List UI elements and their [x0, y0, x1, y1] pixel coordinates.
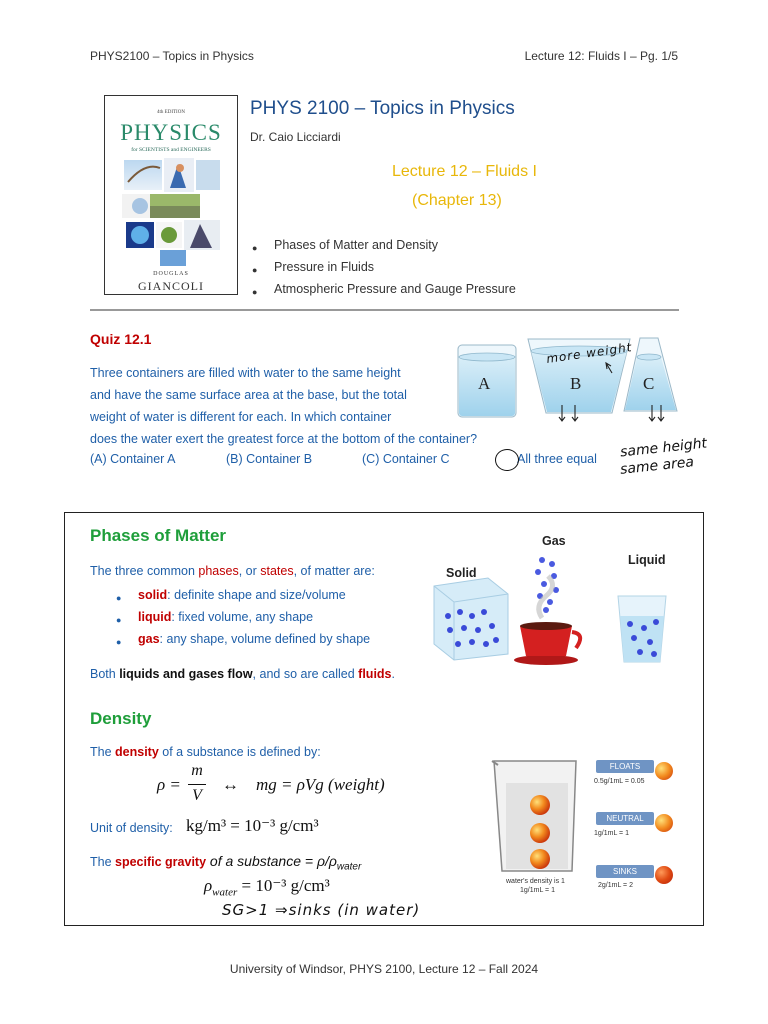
- phase-term: gas: [138, 632, 160, 646]
- floats-ratio: 0.5g/1mL = 0.05: [594, 778, 645, 785]
- book-cover: [104, 95, 238, 295]
- book-author-last: GIANCOLI: [138, 279, 204, 293]
- course-instructor: Dr. Caio Licciardi: [250, 130, 341, 144]
- quiz-option-d-label: All three equal: [517, 452, 597, 466]
- sinks-ratio: 2g/1mL = 2: [598, 882, 633, 889]
- phase-desc: : definite shape and size/volume: [167, 588, 346, 602]
- fluids-sentence: [90, 667, 395, 681]
- topic-item: ● Atmospheric Pressure and Gauge Pressure: [252, 278, 516, 300]
- sg-term: specific gravity: [115, 855, 207, 869]
- fluids-term: fluids: [358, 667, 392, 681]
- floats-ball: [655, 762, 673, 780]
- book-title: PHYSICS: [120, 120, 222, 145]
- neutral-badge: NEUTRAL: [596, 812, 654, 825]
- phase-desc: : fixed volume, any shape: [171, 610, 314, 624]
- quiz-option-a: (A) Container A: [90, 452, 176, 466]
- quiz-line: and have the same surface area at the base, but the total: [90, 388, 407, 402]
- phase-item: [116, 606, 370, 628]
- quiz-line: does the water exert the greatest force at the bottom of the container?: [90, 432, 478, 446]
- course-title: PHYS 2100 – Topics in Physics: [250, 98, 515, 119]
- quiz-line: Three containers are filled with water to the same height: [90, 366, 401, 380]
- quiz-option-b: (B) Container B: [226, 452, 313, 466]
- chapter-title: (Chapter 13): [412, 192, 502, 209]
- fraction-bar: [188, 784, 206, 785]
- liquid-label: Liquid: [628, 553, 666, 567]
- beaker-caption-2: 1g/1mL = 1: [520, 887, 555, 894]
- sinks-ball: [655, 866, 673, 884]
- density-term: density: [115, 745, 159, 759]
- quiz-option-c: (C) Container C: [362, 452, 450, 466]
- solid-label: Solid: [446, 566, 477, 580]
- floats-badge: FLOATS: [596, 760, 654, 773]
- phases-title: Phases of Matter: [90, 526, 227, 545]
- book-cover-art: [120, 158, 222, 268]
- phases-list: [116, 584, 370, 650]
- sg-ratio: of a substance = ρ/ρ: [206, 853, 337, 869]
- formula-arrow: ↔: [222, 775, 239, 794]
- annotation-more-weight: more weight: [545, 340, 634, 366]
- book-subtitle: for SCIENTISTS and ENGINEERS: [131, 147, 211, 153]
- formula-denominator: V: [192, 787, 202, 804]
- sg-text: The: [90, 855, 116, 869]
- density-title: Density: [90, 709, 152, 728]
- sinks-badge: SINKS: [596, 865, 654, 878]
- neutral-ratio: 1g/1mL = 1: [594, 830, 629, 837]
- topics-list: [252, 234, 516, 300]
- quiz-option-d: [503, 452, 597, 466]
- book-edition: 4th EDITION: [157, 110, 185, 115]
- beaker-illustration: [488, 755, 588, 880]
- neutral-ball: [655, 814, 673, 832]
- container-label-a: A: [478, 374, 491, 393]
- book-author-first: DOUGLAS: [153, 271, 189, 277]
- annotation-same-area: same area: [619, 454, 695, 478]
- answer-circle: [495, 449, 519, 471]
- phase-item: [116, 584, 370, 606]
- sg-sub: water: [336, 861, 362, 873]
- annotation-same-height: same height: [619, 435, 708, 461]
- footer: University of Windsor, PHYS 2100, Lecture 12 – Fall 2024: [229, 962, 539, 976]
- phases-intro-text: The three common: [90, 564, 199, 578]
- phases-intro: [90, 564, 375, 578]
- beaker-caption-1: water's density is 1: [506, 878, 565, 885]
- header-left: PHYS2100 – Topics in Physics: [90, 49, 254, 63]
- header-right: Lecture 12: Fluids I – Pg. 1/5: [524, 49, 678, 63]
- phases-term: phases: [198, 564, 239, 578]
- quiz-title: Quiz 12.1: [90, 331, 152, 347]
- phase-term: liquid: [138, 610, 172, 624]
- density-definition: [90, 745, 321, 759]
- fluids-text: Both: [90, 667, 120, 681]
- water-sub: water: [212, 886, 238, 899]
- density-text: of a substance is defined by:: [158, 745, 321, 759]
- water-rho: ρ: [204, 876, 213, 895]
- lecture-title: Lecture 12 – Fluids I: [392, 163, 537, 180]
- phase-desc: : any shape, volume defined by shape: [159, 632, 371, 646]
- density-text: The: [90, 745, 116, 759]
- phases-intro-text: , of matter are:: [293, 564, 375, 578]
- specific-gravity-definition: [90, 853, 361, 873]
- phases-intro-text: , or: [238, 564, 261, 578]
- phases-illustration: [430, 556, 680, 666]
- unit-value: kg/m³ = 10⁻³ g/cm³: [186, 816, 319, 835]
- unit-label: Unit of density:: [90, 821, 173, 835]
- phase-term: solid: [138, 588, 168, 602]
- fluids-text: , and so are called: [252, 667, 359, 681]
- quiz-question: [90, 362, 477, 450]
- water-density: [204, 876, 330, 898]
- water-value: = 10⁻³ g/cm³: [237, 876, 330, 895]
- formula-rhs: mg = ρVg (weight): [256, 775, 385, 794]
- topic-item: ● Pressure in Fluids: [252, 256, 516, 278]
- fluids-bold: liquids and gases flow: [119, 667, 253, 681]
- fluids-text: .: [391, 667, 395, 681]
- handwritten-note: SG>1 ⇒sinks (in water): [222, 901, 421, 919]
- gas-label: Gas: [542, 534, 566, 548]
- container-label-b: B: [570, 374, 582, 393]
- states-term: states: [260, 564, 294, 578]
- quiz-line: weight of water is different for each. In which container: [90, 410, 392, 424]
- container-label-c: C: [643, 374, 655, 393]
- phase-item: [116, 628, 370, 650]
- formula-lhs: ρ =: [157, 775, 181, 794]
- formula-numerator: m: [191, 762, 203, 779]
- divider: [90, 309, 679, 311]
- topic-item: ● Phases of Matter and Density: [252, 234, 516, 256]
